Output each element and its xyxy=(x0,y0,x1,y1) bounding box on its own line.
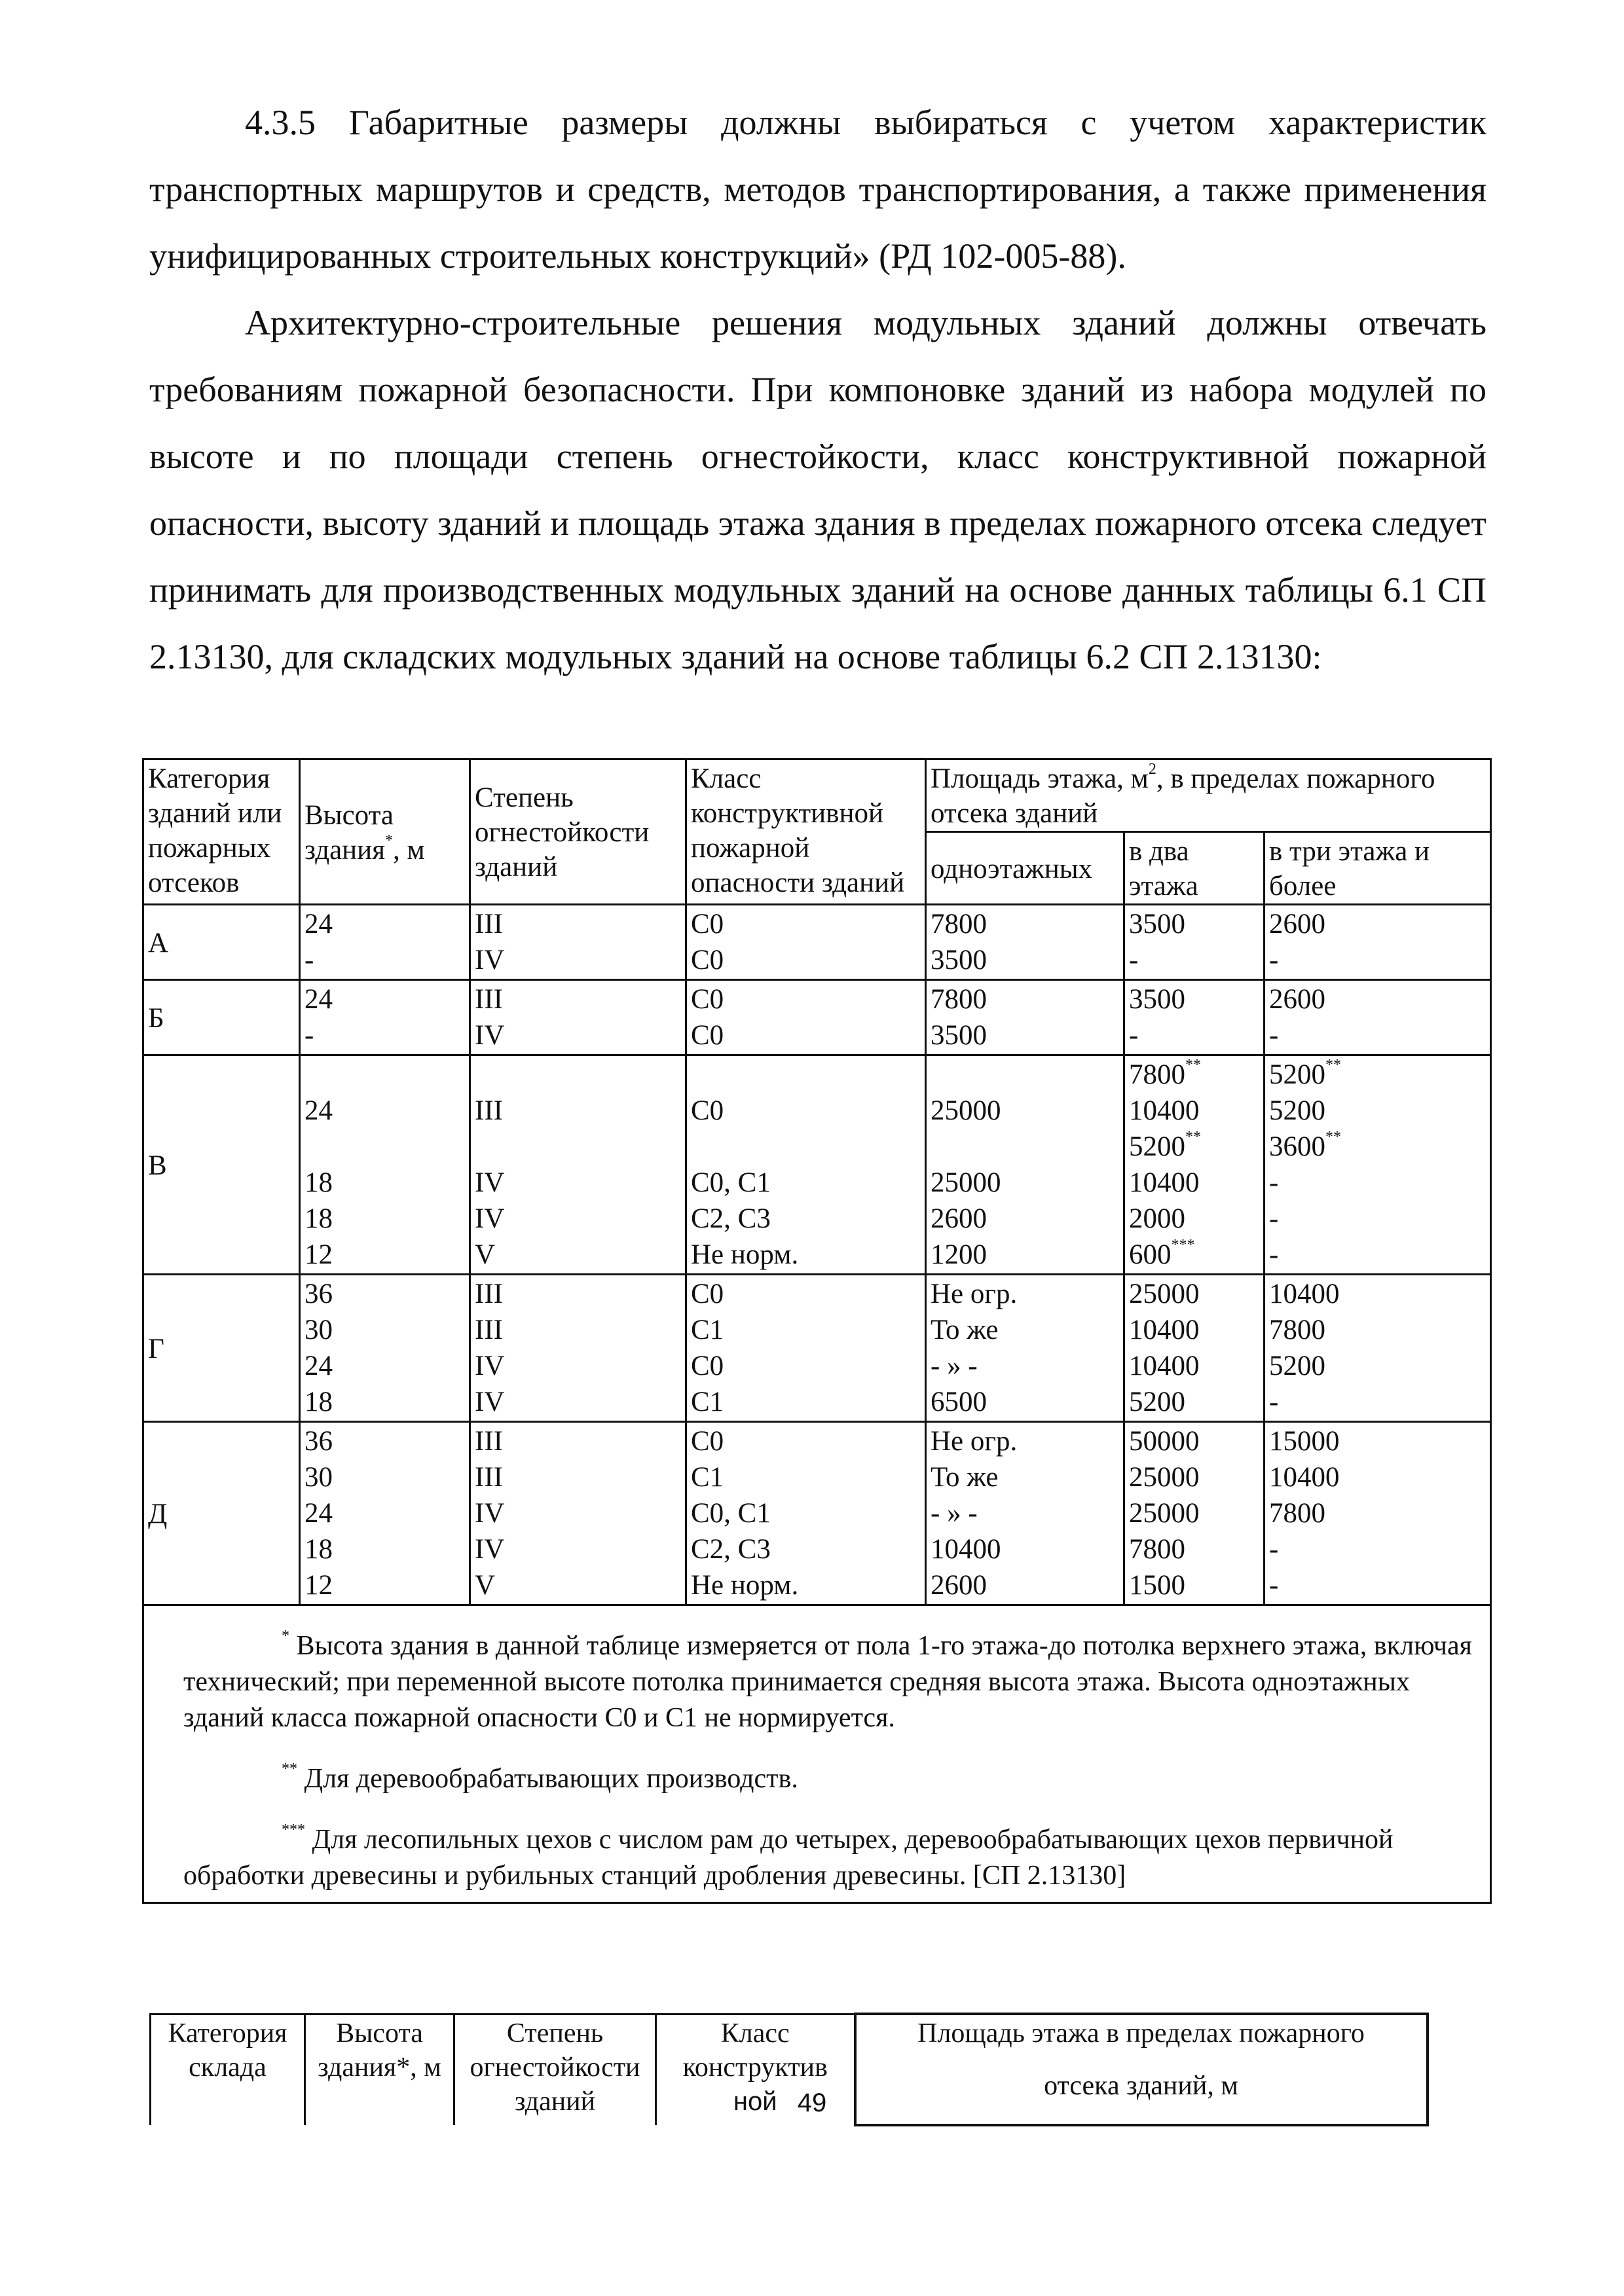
paragraph-4-3-5: 4.3.5 Габаритные размеры должны выбираться с учетом характеристик транспортных маршрутов и средств, методов транспортирования, а также применения унифицированных строительных конструкций» (РД 102-005-88). xyxy=(149,103,1486,276)
table-row-group-d xyxy=(143,1422,1491,1605)
one-floor-cell: 7800 3500 xyxy=(926,980,1124,1055)
height-cell: 24 18 18 12 xyxy=(300,1055,470,1275)
three-floors-cell: 2600 - xyxy=(1264,905,1491,980)
category-cell: Д xyxy=(143,1422,300,1605)
table-row-group-b xyxy=(143,980,1491,1055)
two-floors-cell: 3500 - xyxy=(1124,905,1264,980)
height-cell: 24 - xyxy=(300,980,470,1055)
height-cell: 24 - xyxy=(300,905,470,980)
three-floors-cell: 10400 7800 5200 - xyxy=(1264,1275,1491,1422)
category-cell: В xyxy=(143,1055,300,1275)
degree-cell: III III IV IV V xyxy=(470,1422,686,1605)
table-industrial-buildings xyxy=(142,758,1492,1904)
three-floors-cell: 5200** 5200 3600** - - - xyxy=(1264,1055,1491,1275)
table-row-group-a xyxy=(143,905,1491,980)
one-floor-cell: 7800 3500 xyxy=(926,905,1124,980)
header-category: Категория зданий или пожарных отсеков xyxy=(143,759,300,905)
header-fire-resistance: Степень огнестойкости зданий xyxy=(470,759,686,905)
t2-header-floor-area: Площадь этажа в пределах пожарного отсека зданий, м xyxy=(855,2014,1428,2125)
one-floor-cell: 25000 25000 2600 1200 xyxy=(926,1055,1124,1275)
table-row-group-g xyxy=(143,1275,1491,1422)
degree-cell: III IV xyxy=(470,905,686,980)
category-cell: Б xyxy=(143,980,300,1055)
t2-header-fire-resistance: Степень огнестойкости зданий xyxy=(454,2014,656,2125)
header-floor-area: Площадь этажа, $м^2$, в пределах пожарного отсека зданий xyxy=(926,759,1491,832)
two-floors-cell: 25000 10400 10400 5200 xyxy=(1124,1275,1264,1422)
class-cell: С0 С0 xyxy=(686,980,926,1055)
t2-header-fire-class: Класс конструктив ной xyxy=(656,2014,855,2125)
degree-cell: III III IV IV xyxy=(470,1275,686,1422)
one-floor-cell: Не огр. То же - » - 10400 2600 xyxy=(926,1422,1124,1605)
header-height: Высота здания*, м xyxy=(300,759,470,905)
class-cell: С0 С1 С0 С1 xyxy=(686,1275,926,1422)
degree-cell: III IV xyxy=(470,980,686,1055)
header-three-floors: в три этажа и более xyxy=(1264,832,1491,905)
footnote-2: ** Для деревообрабатывающих производств. xyxy=(282,1760,798,1794)
class-cell: С0 С1 С0, С1 С2, С3 Не норм. xyxy=(686,1422,926,1605)
footnote-3: *** Для лесопильных цехов с числом рам до четырех, деревообрабатывающих цехов первичной обработки древесины и рубильных станций дробления древесины. [СП 2.13130] xyxy=(183,1821,1393,1891)
class-cell: С0 С0 xyxy=(686,905,926,980)
two-floors-cell: 3500 - xyxy=(1124,980,1264,1055)
three-floors-cell: 2600 - xyxy=(1264,980,1491,1055)
three-floors-cell: 15000 10400 7800 - - xyxy=(1264,1422,1491,1605)
paragraph-fire-safety: Архитектурно-строительные решения модульных зданий должны отвечать требованиям пожарной безопасности. При компоновке зданий из набора модулей по высоте и по площади степень огнестойкости, класс конструктивной пожарной опасности, высоту зданий и площадь этажа здания в пределах пожарного отсека следует принимать для производственных модульных зданий на основе данных таблицы 6.1 СП 2.13130, для складских модульных зданий на основе таблицы 6.2 СП 2.13130: xyxy=(149,303,1486,676)
category-cell: А xyxy=(143,905,300,980)
table-footnotes xyxy=(143,1605,1491,1903)
t2-header-height: Высота здания*, м xyxy=(305,2014,454,2125)
footnote-1: * Высота здания в данной таблице измеряется от пола 1-го этажа-до потолка верхнего этажа, включая технический; при переменной высоте потолка принимается средняя высота этажа. Высота одноэтажных зданий класса пожарной опасности С0 и С1 не нормируется. xyxy=(183,1628,1472,1733)
degree-cell: III IV IV V xyxy=(470,1055,686,1275)
table-row-group-v xyxy=(143,1055,1491,1275)
category-cell: Г xyxy=(143,1275,300,1422)
one-floor-cell: Не огр. То же - » - 6500 xyxy=(926,1275,1124,1422)
page-number: 49 xyxy=(797,2088,827,2117)
class-cell: С0 С0, С1 С2, С3 Не норм. xyxy=(686,1055,926,1275)
header-one-floor: одноэтажных xyxy=(926,832,1124,905)
t2-header-category: Категория склада xyxy=(151,2014,305,2125)
header-fire-class: Класс конструктивной пожарной опасности зданий xyxy=(686,759,926,905)
two-floors-cell: 7800** 10400 5200** 10400 2000 600*** xyxy=(1124,1055,1264,1275)
header-two-floors: в два этажа xyxy=(1124,832,1264,905)
height-cell: 36 30 24 18 12 xyxy=(300,1422,470,1605)
height-cell: 36 30 24 18 xyxy=(300,1275,470,1422)
two-floors-cell: 50000 25000 25000 7800 1500 xyxy=(1124,1422,1264,1605)
